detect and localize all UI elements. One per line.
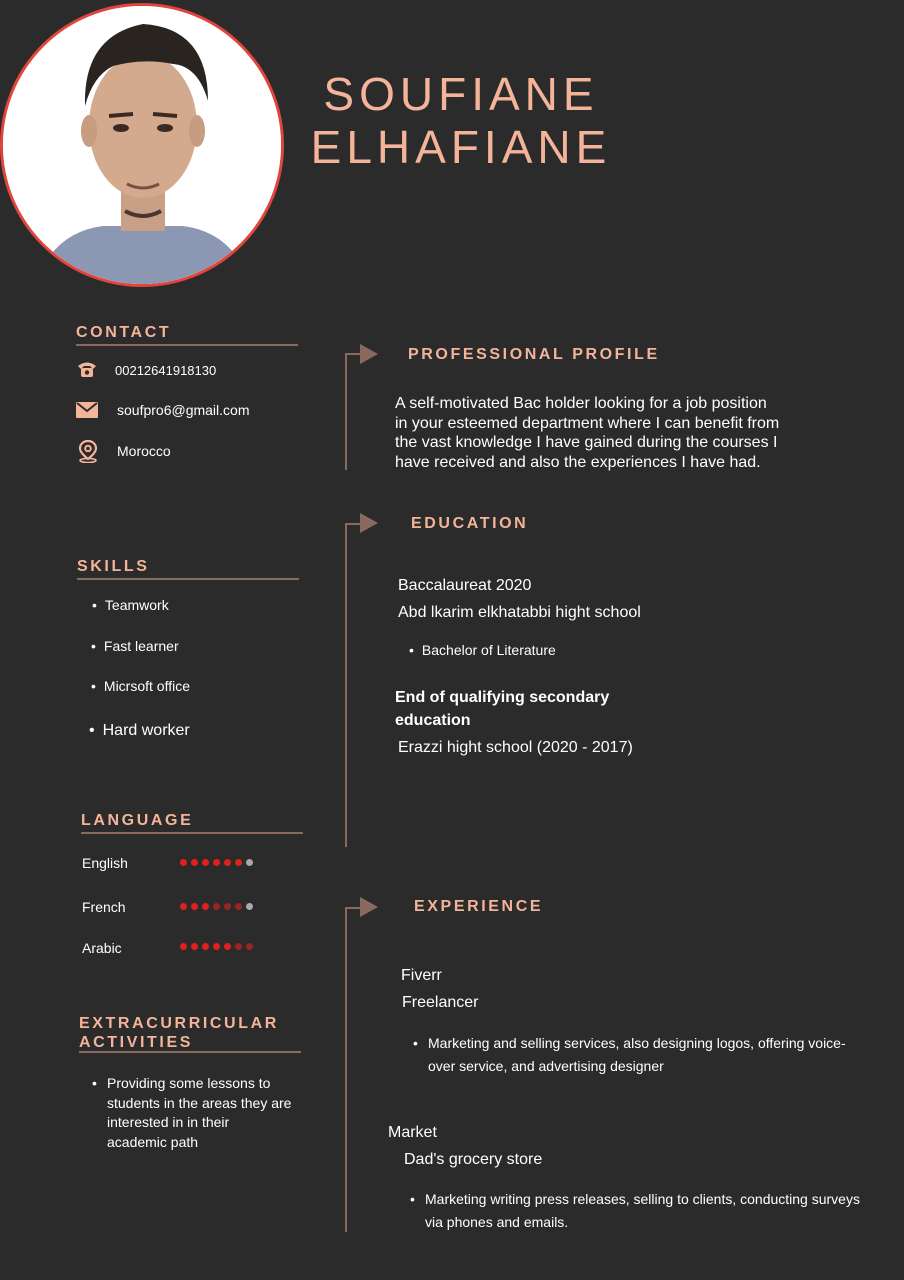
profile-title: PROFESSIONAL PROFILE (408, 346, 660, 363)
location: Morocco (117, 443, 171, 459)
timeline-line-profile (345, 353, 347, 470)
level-dot (191, 903, 198, 910)
education-entry1-school: Abd lkarim elkhatabbi hight school (398, 604, 641, 621)
level-dot (235, 903, 242, 910)
last-name: ELHAFIANE (310, 121, 612, 173)
language-level-english (180, 859, 253, 866)
arrow-right-icon (360, 513, 378, 533)
education-entry2-school: Erazzi hight school (2020 - 2017) (398, 739, 633, 756)
skill-item: • Micrsoft office (91, 678, 190, 694)
person-portrait-icon (3, 6, 281, 284)
extracurricular-item-text: Providing some lessons to students in the areas they are interested in in their academic path (107, 1075, 292, 1150)
level-dot (235, 943, 242, 950)
first-name: SOUFIANE (323, 68, 599, 120)
level-dot (202, 859, 209, 866)
bullet-dot: • (410, 1191, 415, 1207)
language-title: LANGUAGE (81, 812, 194, 829)
location-pin-icon (77, 439, 99, 467)
level-dot (235, 859, 242, 866)
skills-divider (77, 578, 299, 580)
level-dot (213, 943, 220, 950)
experience-title: EXPERIENCE (414, 898, 544, 915)
level-dot (224, 859, 231, 866)
level-dot (202, 903, 209, 910)
level-dot (224, 943, 231, 950)
skill-item: • Fast learner (91, 638, 179, 654)
timeline-line-education (345, 523, 347, 847)
extracurricular-title-line1: EXTRACURRICULAR (79, 1015, 279, 1032)
language-name-french: French (82, 899, 126, 915)
skill-item: • Hard worker (89, 722, 190, 740)
phone-number[interactable]: 00212641918130 (115, 363, 217, 378)
language-level-arabic (180, 943, 253, 950)
language-name-arabic: Arabic (82, 940, 122, 956)
level-dot (180, 943, 187, 950)
bullet-dot: • (92, 1075, 97, 1091)
education-entry1-title: Baccalaureat 2020 (398, 577, 532, 594)
profile-text: A self-motivated Bac holder looking for a job position in your esteemed department where I can benefit from the vast knowledge I have gained during the courses I have received and also the experiences I have had. (395, 395, 780, 471)
level-dot (180, 859, 187, 866)
arrow-right-icon (360, 344, 378, 364)
timeline-stub-experience (345, 907, 361, 909)
level-dot (246, 903, 253, 910)
experience-job1-role: Freelancer (402, 994, 479, 1011)
experience-job2-role: Dad's grocery store (404, 1151, 543, 1168)
extracurricular-title (79, 1014, 279, 1052)
level-dot (224, 903, 231, 910)
experience-job1-bullet (413, 1032, 863, 1078)
skill-item: • Teamwork (92, 597, 169, 613)
experience-job1-company: Fiverr (401, 967, 442, 984)
extracurricular-item (92, 1074, 292, 1152)
level-dot (180, 903, 187, 910)
level-dot (213, 859, 220, 866)
education-entry1-bullet: • Bachelor of Literature (409, 642, 556, 658)
bullet-dot: • (413, 1035, 418, 1051)
language-level-french (180, 903, 253, 910)
level-dot (213, 903, 220, 910)
language-divider (81, 832, 303, 834)
contact-divider (76, 344, 298, 346)
skills-title: SKILLS (77, 558, 150, 575)
extracurricular-title-line2: ACTIVITIES (79, 1034, 194, 1051)
contact-title: CONTACT (76, 324, 172, 341)
experience-job2-company: Market (388, 1124, 437, 1141)
level-dot (246, 943, 253, 950)
level-dot (191, 859, 198, 866)
arrow-right-icon (360, 897, 378, 917)
profile-photo (0, 3, 284, 287)
language-name-english: English (82, 855, 128, 871)
timeline-stub-education (345, 523, 361, 525)
timeline-line-experience (345, 907, 347, 1232)
email-icon (76, 402, 98, 422)
education-entry2-title: End of qualifying secondary education (395, 689, 610, 729)
email-address[interactable]: soufpro6@gmail.com (117, 402, 250, 418)
education-title: EDUCATION (411, 515, 529, 532)
experience-job2-bullet-text: Marketing writing press releases, selling to clients, conducting surveys via phones and emails. (425, 1191, 860, 1230)
level-dot (202, 943, 209, 950)
timeline-stub-profile (345, 353, 361, 355)
experience-job1-bullet-text: Marketing and selling services, also designing logos, offering voice-over service, and advertising designer (428, 1035, 846, 1074)
experience-job2-bullet (410, 1188, 870, 1234)
extracurricular-divider (79, 1051, 301, 1053)
level-dot (191, 943, 198, 950)
phone-icon (76, 360, 98, 382)
level-dot (246, 859, 253, 866)
